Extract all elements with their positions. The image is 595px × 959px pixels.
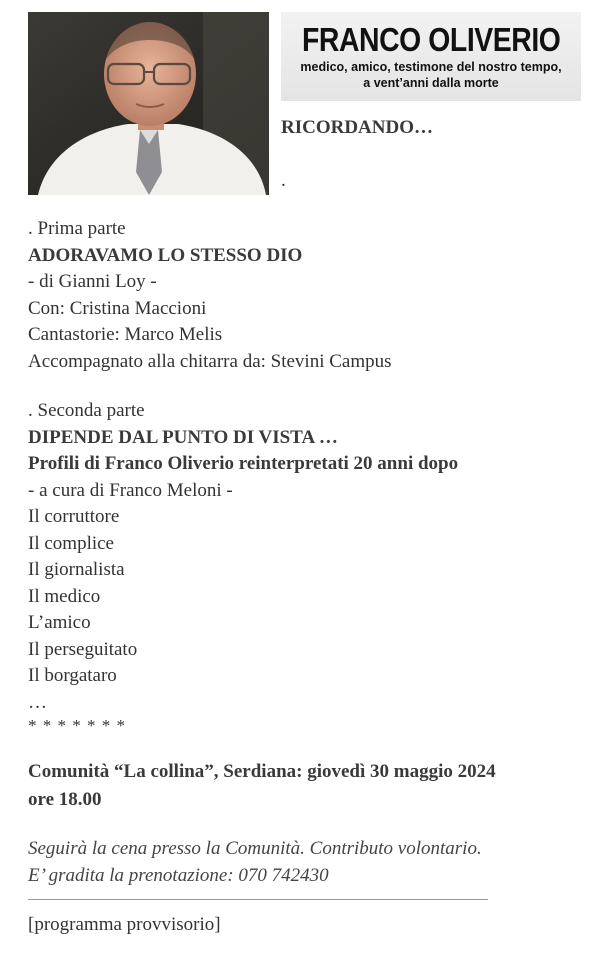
portrait-photo	[28, 12, 269, 195]
reservation-note: E’ gradita la prenotazione: 070 742430	[28, 864, 329, 886]
profile-item: L’amico	[28, 612, 91, 633]
horizontal-rule	[28, 899, 488, 900]
part1-guitar: Accompagnato alla chitarra da: Stevini Campus	[28, 350, 392, 372]
profile-item: Il giornalista	[28, 559, 125, 580]
profile-item: Il medico	[28, 585, 101, 607]
part2-label: . Seconda parte	[28, 400, 145, 421]
title-banner	[281, 12, 581, 101]
profile-item: Il borgataro	[28, 665, 117, 686]
dinner-note: Seguirà la cena presso la Comunità. Contributo volontario.	[28, 838, 482, 859]
part1-label: . Prima parte	[28, 218, 126, 239]
program-status: [programma provvisorio]	[28, 914, 221, 935]
banner-subtitle-line1: medico, amico, testimone del nostro tempo,	[300, 60, 562, 74]
profiles-ellipsis: …	[28, 691, 47, 713]
part2-curator: - a cura di Franco Meloni -	[28, 479, 233, 501]
separator-dot: .	[281, 170, 286, 191]
portrait-illustration	[28, 12, 269, 195]
event-location-date: Comunità “La collina”, Serdiana: giovedì 30 maggio 2024	[28, 761, 496, 782]
banner-subtitle-line2: a vent’anni dalla morte	[363, 76, 499, 90]
part2-title: DIPENDE DAL PUNTO DI VISTA …	[28, 426, 338, 448]
part2-subtitle: Profili di Franco Oliverio reinterpretati 20 anni dopo	[28, 453, 459, 474]
stars-divider: * * * * * * *	[28, 716, 126, 735]
part1-title: ADORAVAMO LO STESSO DIO	[28, 244, 303, 266]
part1-cast: Con: Cristina Maccioni	[28, 297, 207, 319]
part1-author: - di Gianni Loy -	[28, 271, 157, 292]
profile-item: Il perseguitato	[28, 638, 138, 660]
profile-item: Il complice	[28, 532, 114, 554]
profile-item: Il corruttore	[28, 506, 120, 527]
banner-title: FRANCO OLIVERIO	[302, 21, 561, 58]
ricordando-heading: RICORDANDO…	[281, 117, 433, 138]
part1-cantastorie: Cantastorie: Marco Melis	[28, 324, 223, 345]
program-content	[28, 216, 578, 939]
event-time: ore 18.00	[28, 789, 102, 810]
